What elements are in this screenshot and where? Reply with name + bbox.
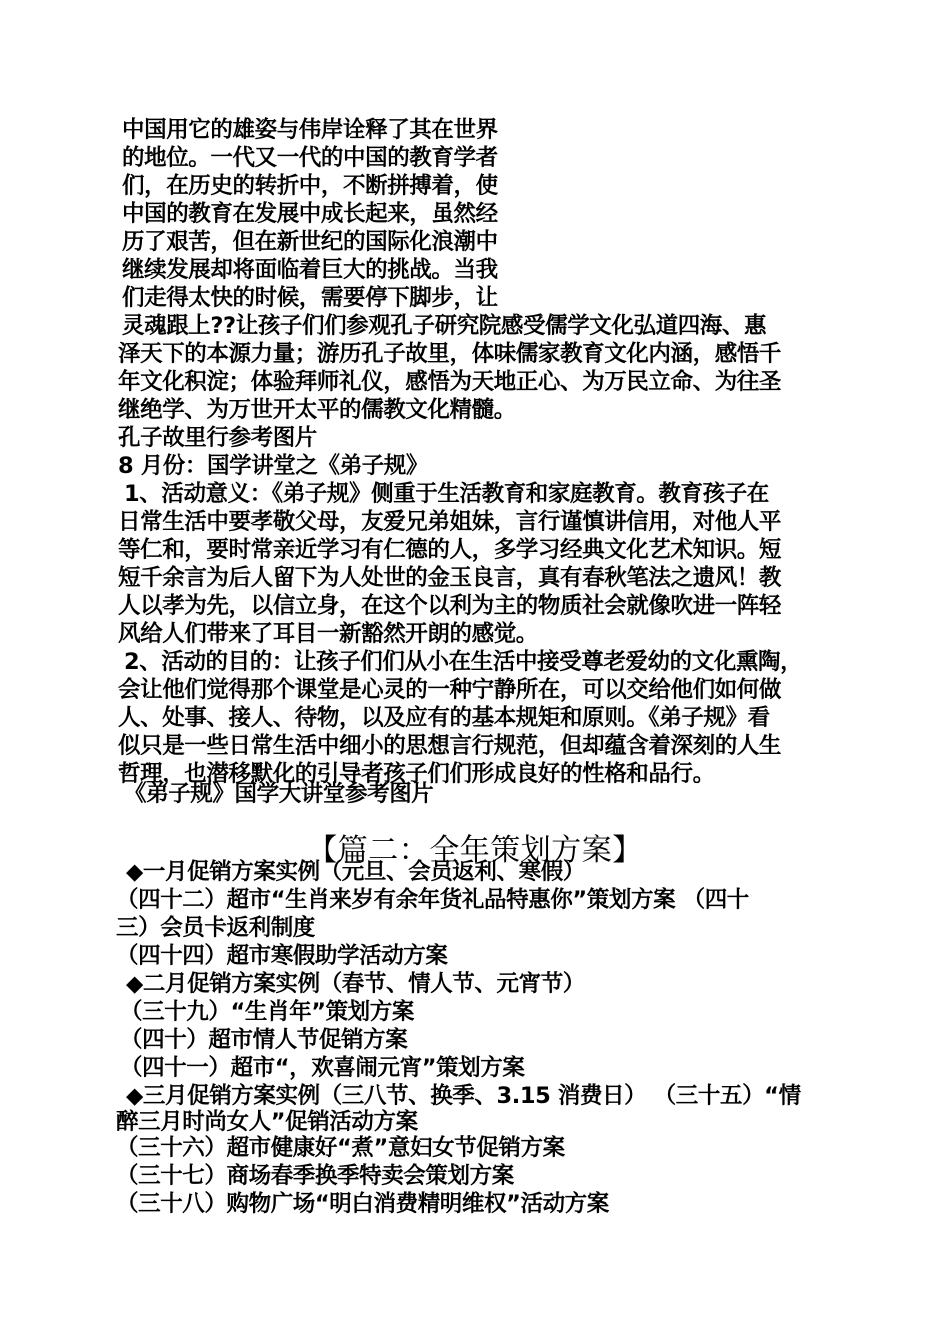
plan-line: 醉三月时尚女人”促销活动方案 xyxy=(116,1109,418,1135)
paragraph-line: 们走得太快的时候，需要停下脚步，让 xyxy=(122,285,498,311)
plan-line: 三）会员卡返利制度 xyxy=(116,915,315,941)
paragraph-line: 风给人们带来了耳目一新豁然开朗的感觉。 xyxy=(118,621,538,647)
paragraph-line: 灵魂跟上??让孩子们们参观孔子研究院感受儒学文化弘道四海、惠 xyxy=(122,313,767,339)
plan-line: ◆三月促销方案实例（三八节、换季、3.15 消费日） （三十五）“情 xyxy=(126,1083,801,1109)
paragraph-line: 短千余言为后人留下为人处世的金玉良言，真有春秋笔法之遗风！教 xyxy=(118,565,782,591)
paragraph-line: 年文化积淀；体验拜师礼仪，感悟为天地正心、为万民立命、为往圣 xyxy=(118,369,782,395)
plan-line: （三十七）商场春季换季特卖会策划方案 xyxy=(116,1163,514,1189)
paragraph-line: 2、活动的目的：让孩子们们从小在生活中接受尊老爱幼的文化熏陶， xyxy=(124,649,803,675)
plan-line: （三十八）购物广场“明白消费精明维权”活动方案 xyxy=(116,1191,609,1217)
paragraph-line: 中国用它的雄姿与伟岸诠释了其在世界 xyxy=(122,117,498,143)
paragraph-line: 中国的教育在发展中成长起来，虽然经 xyxy=(122,201,498,227)
plan-line: （四十二）超市“生肖来岁有余年货礼品特惠你”策划方案 （四十 xyxy=(116,887,749,913)
paragraph-line: 哲理，也潜移默化的引导者孩子们们形成良好的性格和品行。 xyxy=(118,761,715,787)
plan-line: （三十六）超市健康好“煮”意妇女节促销方案 xyxy=(116,1135,565,1161)
plan-line: ◆二月促销方案实例（春节、情人节、元宵节） xyxy=(126,971,585,997)
plan-line: （四十四）超市寒假助学活动方案 xyxy=(116,943,448,969)
paragraph-line: 等仁和，要时常亲近学习有仁德的人，多学习经典文化艺术知识。短 xyxy=(118,537,782,563)
paragraph-line: 人、处事、接人、待物，以及应有的基本规矩和原则。《弟子规》看 xyxy=(118,705,770,731)
paragraph-line: 们，在历史的转折中，不断拼搏着，使 xyxy=(122,173,498,199)
plan-line: （三十九）“生肖年”策划方案 xyxy=(120,999,414,1025)
paragraph-line: 《弟子规》国学大讲堂参考图片 xyxy=(124,781,434,807)
paragraph-line: 历了艰苦，但在新世纪的国际化浪潮中 xyxy=(122,229,498,255)
paragraph-line: 继续发展却将面临着巨大的挑战。当我 xyxy=(122,257,498,283)
paragraph-line: 泽天下的本源力量；游历孔子故里，体味儒家教育文化内涵，感悟千 xyxy=(118,341,782,367)
paragraph-line: 的地位。一代又一代的中国的教育学者 xyxy=(122,145,498,171)
paragraph-line: 日常生活中要孝敬父母，友爱兄弟姐妹，言行谨慎讲信用，对他人平 xyxy=(118,509,782,535)
paragraph-line: 似只是一些日常生活中细小的思想言行规范，但却蕴含着深刻的人生 xyxy=(118,733,782,759)
paragraph-line: 人以孝为先，以信立身，在这个以利为主的物质社会就像吹进一阵轻 xyxy=(118,593,782,619)
plan-line: （四十一）超市“，欢喜闹元宵”策划方案 xyxy=(120,1055,525,1081)
paragraph-line: 继绝学、为万世开太平的儒教文化精髓。 xyxy=(118,397,516,423)
paragraph-line: 孔子故里行参考图片 xyxy=(118,425,317,451)
plan-line: ◆一月促销方案实例（元旦、会员返利、寒假） xyxy=(126,859,585,885)
plan-line: （四十）超市情人节促销方案 xyxy=(120,1027,408,1053)
paragraph-line: 会让他们觉得那个课堂是心灵的一种宁静所在，可以交给他们如何做 xyxy=(118,677,782,703)
section-heading: 【篇二：全年策划方案】 xyxy=(307,832,643,868)
paragraph-line: 1、活动意义：《弟子规》侧重于生活教育和家庭教育。教育孩子在 xyxy=(124,481,769,507)
paragraph-line: 8 月份：国学讲堂之《弟子规》 xyxy=(118,453,428,479)
